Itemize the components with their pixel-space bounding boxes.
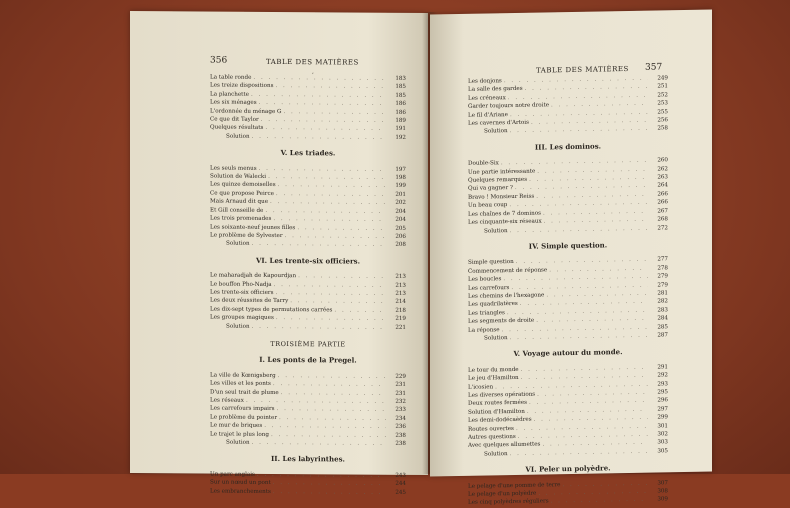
toc-entry-title: Les trente-six officiers <box>210 289 274 296</box>
toc-entry-title: Les deux réussites de Tarry <box>210 297 289 305</box>
toc-entry-page: 185 <box>395 84 406 91</box>
toc-entry-page: 251 <box>657 83 668 90</box>
dot-leader <box>551 496 648 506</box>
toc-entry-title: Solution <box>484 335 508 342</box>
dot-leader <box>252 439 386 448</box>
toc-entry-page: 264 <box>657 182 668 189</box>
toc-entry-title: Les boucles <box>468 276 502 283</box>
toc-entry-page: 236 <box>395 424 406 431</box>
toc-entry-page: 206 <box>395 233 406 240</box>
dot-leader <box>252 133 386 142</box>
toc-entry-page: 296 <box>657 397 668 404</box>
toc-entry-title: Les carrefours impairs <box>210 405 275 413</box>
toc-entry-page: 299 <box>657 414 668 421</box>
toc-entry-page: 213 <box>395 273 406 281</box>
toc-entry-page: 232 <box>395 398 406 405</box>
toc-entry-title: Solution <box>226 439 250 446</box>
toc-entry-title: Solution <box>226 240 250 248</box>
toc-entry <box>210 240 406 250</box>
toc-entry-title: Les diverses opérations <box>468 391 536 399</box>
toc-entry-page: 186 <box>395 109 406 116</box>
toc-entry-page: 277 <box>657 256 668 263</box>
open-book <box>130 12 715 507</box>
dot-leader <box>252 322 386 331</box>
toc-entry-title: Solution <box>484 227 508 235</box>
toc-entry-page: 234 <box>395 415 406 422</box>
right-running-head: TABLE DES MATIÈRES <box>536 64 629 75</box>
printer-mark: , <box>312 68 314 76</box>
toc-entry-page: 293 <box>657 380 668 388</box>
chapter-heading: V. Les triades. <box>280 148 336 158</box>
toc-entry-title: Le mur de briques <box>210 422 263 430</box>
toc-entry-title: Double-Six <box>468 160 499 168</box>
dot-leader <box>252 240 386 249</box>
toc-entry-page: 292 <box>657 372 668 379</box>
toc-entry-title: Les créneaux <box>468 94 506 102</box>
toc-entry-page: 267 <box>657 207 668 215</box>
toc-entry-title: Les segments de droite <box>468 317 535 325</box>
chapter-heading: VI. Les trente-six officiers. <box>255 255 361 266</box>
toc-entry-page: 278 <box>657 265 668 272</box>
toc-entry-title: Les seuls menus <box>210 165 257 172</box>
chapter-heading: V. Voyage autour du monde. <box>513 347 623 359</box>
toc-entry-title: Les cinq polyèdres réguliers <box>468 498 549 507</box>
toc-entry-title: Mais Arnaud dit que <box>210 198 269 206</box>
toc-entry-page: 208 <box>395 242 406 249</box>
toc-entry-page: 249 <box>657 75 668 82</box>
dot-leader <box>510 447 648 458</box>
toc-entry-page: 204 <box>395 208 406 215</box>
toc-entry-page: 297 <box>657 406 668 413</box>
right-page <box>430 10 712 507</box>
chapter-heading: II. Les labyrinthes. <box>271 454 345 464</box>
dot-leader <box>510 332 648 343</box>
toc-entry-page: 221 <box>395 324 406 331</box>
toc-entry-page: 301 <box>657 422 668 430</box>
toc-entry-page: 186 <box>395 101 406 108</box>
toc-entry-page: 253 <box>657 100 668 107</box>
toc-entry-page: 302 <box>657 431 668 438</box>
toc-entry-page: 308 <box>657 488 668 495</box>
toc-entry-page: 214 <box>395 299 406 306</box>
toc-entry-title: Solution d'Hamilton <box>468 408 525 416</box>
toc-entry-title: Le pelage d'une pomme de terre <box>468 481 561 490</box>
toc-entry-title: Garder toujours notre droite <box>468 102 550 111</box>
toc-entry-title: Bravo ! Monsieur Reiss <box>468 193 535 201</box>
toc-entry-page: 262 <box>657 165 668 173</box>
toc-entry-title: Autres questions <box>468 433 516 441</box>
toc-entry-title: Les donjons <box>468 78 502 85</box>
toc-entry-title: Les six ménages <box>210 99 257 107</box>
toc-entry-page: 266 <box>657 199 668 206</box>
toc-entry-title: Les cinquante-six réseaux <box>468 218 542 226</box>
toc-entry-title: Le tour du monde <box>468 366 519 374</box>
toc-entry <box>210 439 406 449</box>
toc-entry-page: 303 <box>657 439 668 446</box>
chapter-heading: VI. Peler un polyèdre. <box>525 463 611 475</box>
toc-entry-page: 189 <box>395 117 406 124</box>
toc-entry-page: 231 <box>395 381 406 389</box>
toc-entry-title: Les réseaux <box>210 397 244 404</box>
toc-entry-title: Le jeu d'Hamilton <box>468 375 519 382</box>
toc-entry-title: Avec quelques allumettes <box>468 441 541 450</box>
toc-entry-page: 263 <box>657 174 668 181</box>
toc-entry-page: 260 <box>657 157 668 164</box>
toc-entry-page: 244 <box>395 481 406 488</box>
toc-entry-title: Et Gill conseille de <box>210 207 264 214</box>
toc-entry <box>210 487 406 497</box>
toc-entry-title: Le trajet le plus long <box>210 431 269 438</box>
toc-entry-page: 205 <box>395 225 406 232</box>
toc-entry-title: Les dix-sept types de permutations carrées <box>210 306 333 314</box>
toc-entry-title: Les cavernes d'Artois <box>468 119 529 127</box>
right-contents-column <box>468 74 668 507</box>
toc-entry-title: La planchette <box>210 91 249 98</box>
toc-entry-page: 238 <box>395 432 406 439</box>
toc-entry-title: Qui va gagner ? <box>468 185 513 193</box>
toc-entry-page: 183 <box>395 75 406 82</box>
chapter-heading: IV. Simple question. <box>528 240 608 251</box>
toc-entry-title: Les trois promenades <box>210 215 272 223</box>
toc-entry-title: L'icosien <box>468 383 494 391</box>
toc-entry-title: Solution de Walecki <box>210 173 267 180</box>
toc-entry-page: 213 <box>395 290 406 297</box>
left-page <box>130 11 428 496</box>
toc-entry-page: 279 <box>657 273 668 280</box>
toc-entry-page: 258 <box>657 125 668 132</box>
dot-leader <box>273 488 386 497</box>
toc-entry-title: Les groupes magiques <box>210 314 274 322</box>
toc-entry-page: 204 <box>395 216 406 223</box>
toc-entry-page: 238 <box>395 440 406 447</box>
toc-entry-page: 281 <box>657 290 668 297</box>
toc-entry-page: 255 <box>657 108 668 116</box>
toc-entry-page: 284 <box>657 315 668 322</box>
toc-entry-title: Ce que dit Taylor <box>210 116 259 123</box>
toc-entry-title: Les quadrilatères <box>468 301 518 309</box>
toc-entry-title: Solution <box>484 128 508 135</box>
toc-entry-page: 285 <box>657 323 668 331</box>
toc-entry-page: 185 <box>395 92 406 99</box>
toc-entry-title: Solution <box>226 133 250 140</box>
toc-entry-page: 218 <box>395 307 406 314</box>
toc-entry-page: 198 <box>395 174 406 181</box>
left-page-number: 356 <box>210 55 228 66</box>
dot-leader <box>510 125 648 136</box>
toc-entry-title: Les carrefours <box>468 284 510 292</box>
toc-entry-page: 305 <box>657 448 668 455</box>
toc-entry-page: 268 <box>657 216 668 223</box>
toc-entry-title: Les chaînes de 7 dominos <box>468 210 541 218</box>
toc-entry-title: Un beau coup <box>468 202 508 210</box>
toc-entry-page: 245 <box>395 489 406 496</box>
dot-leader <box>510 224 648 235</box>
toc-entry-page: 295 <box>657 389 668 396</box>
toc-entry-page: 252 <box>657 92 668 99</box>
toc-entry-title: Un parc anglais <box>210 471 255 478</box>
toc-entry-title: Ce que propose Peirce <box>210 190 274 197</box>
left-running-head: TABLE DES MATIÈRES <box>266 57 359 67</box>
toc-entry-title: Les triangles <box>468 309 505 317</box>
toc-entry-title: Les embranchements <box>210 488 271 495</box>
toc-entry-title: Quelques remarques <box>468 176 528 184</box>
toc-entry-title: La salle des gardes <box>468 86 523 94</box>
part-title: TROISIÈME PARTIE <box>270 339 346 349</box>
toc-entry-page: 309 <box>657 496 668 503</box>
right-page-number: 357 <box>645 62 663 73</box>
toc-entry-title: La table ronde <box>210 74 252 81</box>
toc-entry-title: Le problème de Sylvester <box>210 232 283 239</box>
toc-entry-title: Le fil d'Ariane <box>468 111 508 119</box>
toc-entry-page: 279 <box>657 281 668 289</box>
toc-entry-title: Le bouffon Pho-Nadja <box>210 281 272 288</box>
toc-entry-page: 256 <box>657 117 668 124</box>
toc-entry-page: 243 <box>395 472 406 479</box>
toc-entry-page: 283 <box>657 307 668 314</box>
toc-entry-page: 282 <box>657 298 668 305</box>
toc-entry-title: Solution <box>484 450 508 458</box>
toc-entry-page: 307 <box>657 479 668 487</box>
toc-entry-page: 202 <box>395 200 406 207</box>
toc-entry-title: Commencement de réponse <box>468 267 548 275</box>
left-contents-column <box>210 74 406 497</box>
toc-entry-page: 266 <box>657 191 668 198</box>
toc-entry-page: 197 <box>395 166 406 173</box>
toc-entry-page: 213 <box>395 282 406 289</box>
toc-entry-title: Solution <box>226 323 250 330</box>
toc-entry-title: Le pelage d'un polyèdre <box>468 490 537 498</box>
toc-entry-page: 272 <box>657 224 668 231</box>
toc-entry-page: 201 <box>395 191 406 198</box>
toc-entry-page: 291 <box>657 364 668 371</box>
toc-entry-page: 231 <box>395 390 406 397</box>
dot-leader <box>334 306 386 315</box>
toc-entry-title: Les quinze demoiselles <box>210 181 276 189</box>
toc-entry-page: 199 <box>395 183 406 190</box>
toc-entry-title: Routes ouvertes <box>468 425 514 433</box>
toc-entry-page: 233 <box>395 407 406 414</box>
toc-entry <box>210 322 406 332</box>
toc-entry-page: 229 <box>395 373 406 380</box>
toc-entry-title: La ville de Kœnigsberg <box>210 372 276 379</box>
toc-entry <box>210 132 406 142</box>
toc-entry-title: Simple question <box>468 259 514 267</box>
toc-entry-title: Deux routes fermées <box>468 400 528 408</box>
toc-entry-title: Le problème du pointer <box>210 414 278 421</box>
toc-entry-title: L'ordonnée du ménage G <box>210 108 282 115</box>
toc-entry-title: La réponse <box>468 326 500 334</box>
toc-entry-title: Les demi-dodécaèdres <box>468 416 532 425</box>
chapter-heading: III. Les dominos. <box>534 141 602 152</box>
toc-entry-title: Le maharadjah de Kapourdjan <box>210 272 297 280</box>
chapter-heading: I. Les ponts de la Pregel. <box>259 355 357 365</box>
toc-entry-title: Quelques résultats <box>210 124 264 132</box>
toc-entry-page: 219 <box>395 315 406 323</box>
toc-entry-title: D'un seul trait de plume <box>210 389 279 396</box>
toc-entry-title: Les treize dispositions <box>210 82 274 90</box>
toc-entry-title: Les chemins de l'hexagone <box>468 292 545 300</box>
toc-entry-title: Les soixante-neuf jeunes filles <box>210 224 296 231</box>
toc-entry-page: 191 <box>395 126 406 133</box>
toc-entry-title: Sur un nœud un pont <box>210 479 271 487</box>
toc-entry-page: 287 <box>657 332 668 339</box>
toc-entry-title: Les villes et les ponts <box>210 380 271 388</box>
toc-entry-page: 192 <box>395 134 406 141</box>
toc-entry-title: Une partie intéressante <box>468 168 536 176</box>
